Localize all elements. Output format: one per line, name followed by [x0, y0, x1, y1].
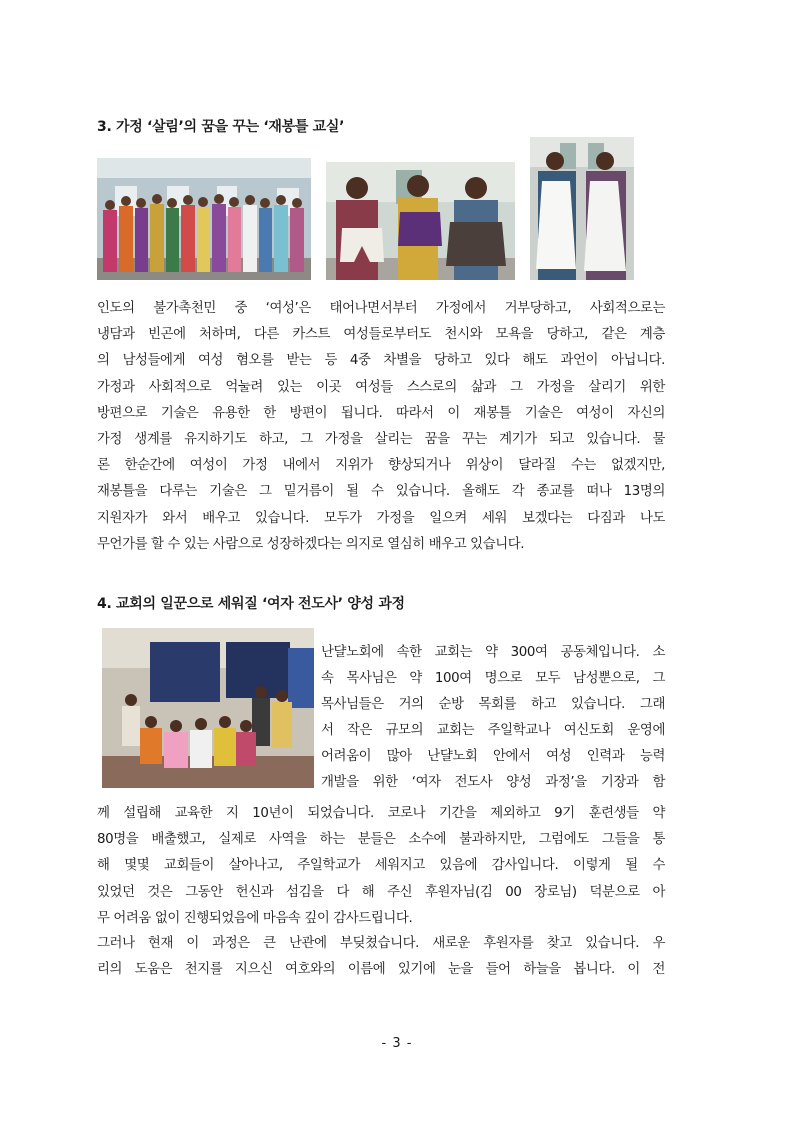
garment-display-photo [326, 162, 515, 280]
paragraph-line: 그러나 현재 이 과정은 큰 난관에 부딪쳤습니다. 새로운 후원자를 찾고 있습니다. 우 [97, 936, 665, 951]
paragraph-line: 인도의 불가촉천민 중 ‘여성’은 태어나면서부터 가정에서 거부당하고, 사회적으로는 [97, 301, 665, 316]
paragraph-line: 난댤노회에 속한 교회는 약 300여 공동체입니다. 소 [321, 645, 665, 660]
paragraph-line: 80명을 배출했고, 실제로 사역을 하는 분들은 소수에 불과하지만, 그럼에도 그들을 통 [97, 832, 665, 848]
paragraph-line: 목사님들은 거의 순방 목회를 하고 있습니다. 그래 [321, 697, 665, 712]
evangelist-trainees-photo [102, 628, 314, 788]
paragraph-line: 무언가를 할 수 있는 사람으로 성장하겠다는 의지로 열심히 배우고 있습니다. [97, 536, 525, 552]
paragraph-line: 어려움이 많아 난댤노회 안에서 여성 인력과 능력 [321, 749, 665, 764]
paragraph-line: 재봉틀을 다루는 기술은 그 밑거름이 될 수 있습니다. 올해도 각 종교를 떠나 13명의 [97, 484, 665, 500]
paragraph-line: 해 몇몇 교회들이 살아나고, 주일학교가 세워지고 있음에 감사입니다. 이렇게 될 수 [97, 858, 665, 874]
paragraph-line: 서 작은 규모의 교회는 주일학교나 여신도회 운영에 [321, 723, 665, 738]
paragraph-line: 리의 도움은 천지를 지으신 여호와의 이름에 있기에 눈을 들어 하늘을 봅니다. 이 전 [97, 962, 665, 978]
section-4-heading: 4. 교회의 일꾼으로 세워질 ‘여자 전도사’ 양성 과정 [97, 596, 405, 612]
section-3-paragraph [97, 296, 665, 558]
sewing-class-group-photo [97, 158, 311, 280]
paragraph-line: 개발을 위한 ‘여자 전도사 양성 과정’을 기장과 함 [321, 775, 665, 790]
section-3-heading: 3. 가정 ‘살림’의 꿈을 꾸는 ‘재봉틀 교실’ [97, 119, 345, 135]
paragraph-line: 론 한순간에 여성이 가정 내에서 지위가 향상되거나 위상이 달라질 수는 없겠지만, [97, 458, 665, 474]
paragraph-line: 지원자가 와서 배우고 있습니다. 모두가 가정을 일으켜 세워 보겠다는 다짐과 나도 [97, 510, 665, 526]
paragraph-line: 가정과 사회적으로 억눌려 있는 이곳 여성들 스스로의 삶과 그 가정을 살리기 위한 [97, 379, 665, 395]
paragraph-line: 무 어려움 없이 진행되었음에 마음속 깊이 감사드립니다. [97, 910, 413, 926]
paragraph-line: 께 설립해 교육한 지 10년이 되었습니다. 코로나 기간을 제외하고 9기 훈련생들 약 [97, 806, 665, 821]
paragraph-line: 속 목사님은 약 100여 명으로 모두 남성뿐으로, 그 [321, 671, 665, 686]
paragraph-line: 의 남성들에게 여성 혐오를 받는 등 4중 차별을 당하고 있다 해도 과언이 아닙니다. [97, 353, 665, 369]
paragraph-line: 있었던 것은 그동안 헌신과 섬김을 다 해 주신 후원자님(김 00 장로님) 덕분으로 아 [97, 884, 665, 900]
paragraph-line: 방편으로 기술은 유용한 한 방편이 됩니다. 따라서 이 재봉틀 기술은 여성이 자신의 [97, 405, 665, 421]
paragraph-line: 가정 생계를 유지하기도 하고, 그 가정을 살리는 꿈을 꾸는 계기가 되고 있습니다. 물 [97, 432, 665, 448]
page-number: - 3 - [381, 1036, 413, 1051]
white-dresses-photo [530, 137, 634, 280]
paragraph-line: 냉담과 빈곤에 처하며, 다른 카스트 여성들로부터도 천시와 모욕을 당하고, 같은 계층 [97, 327, 665, 343]
closing-paragraph [97, 931, 665, 983]
